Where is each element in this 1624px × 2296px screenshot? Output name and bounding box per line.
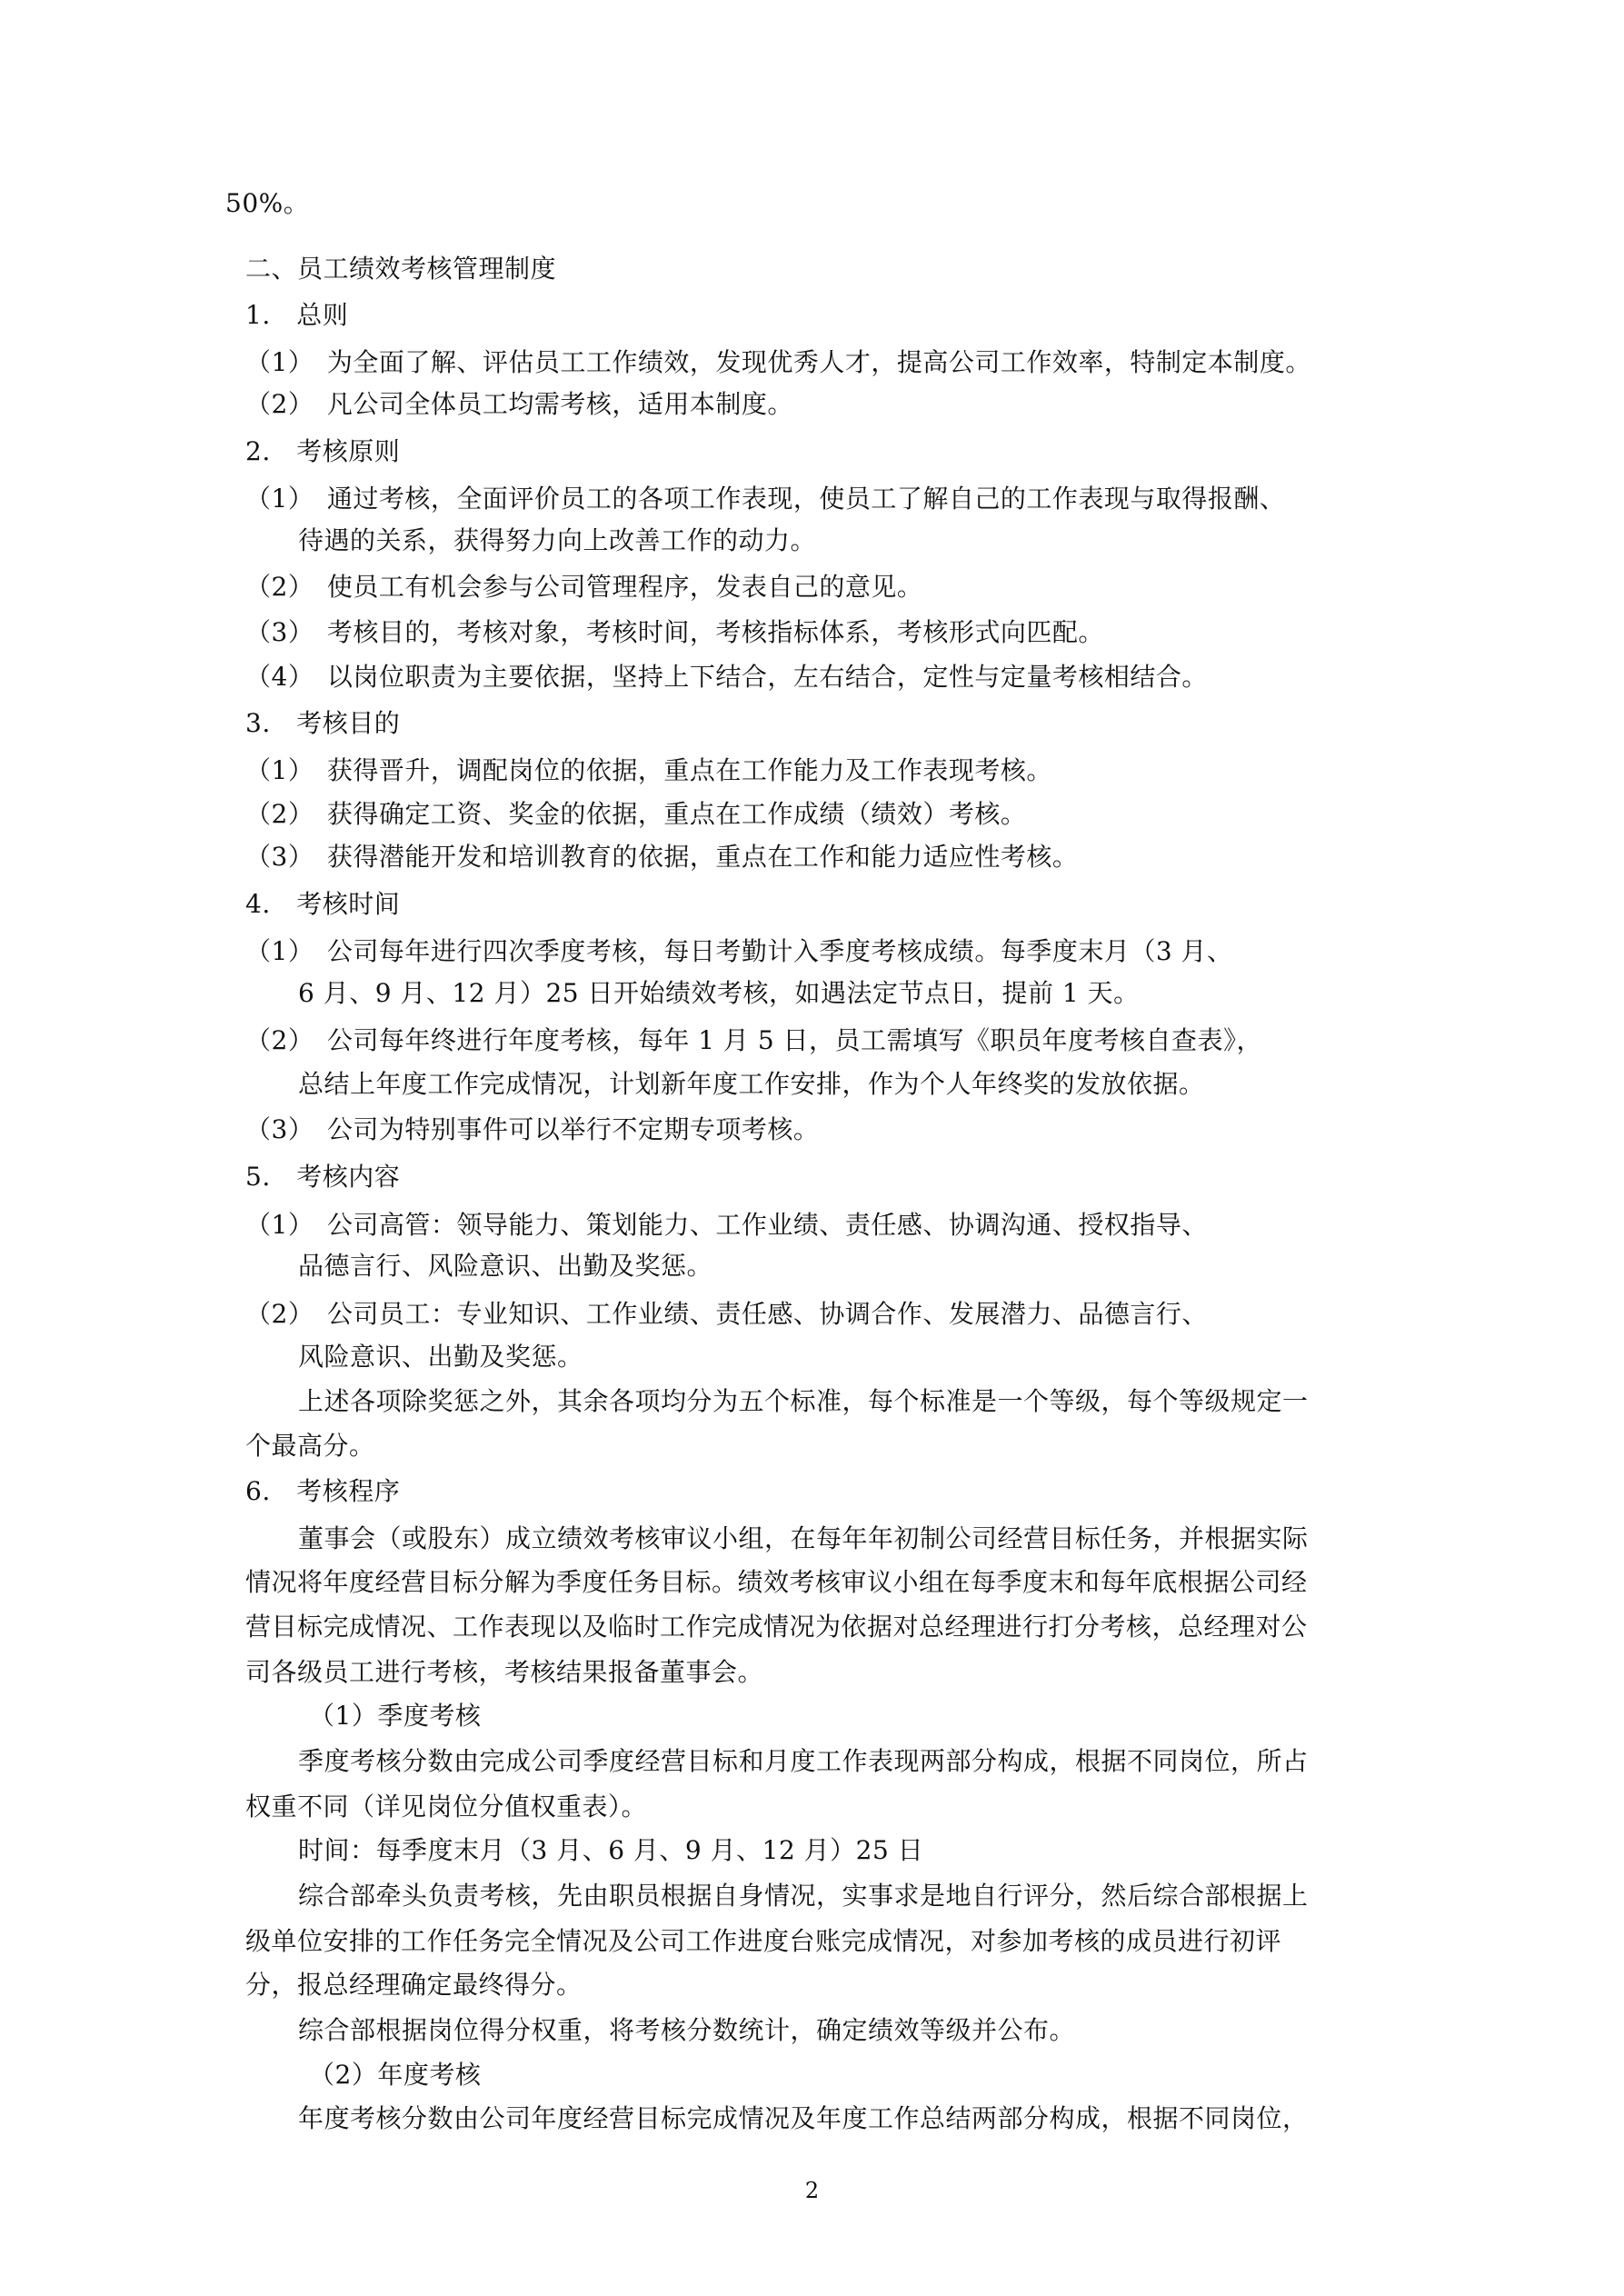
list-item: （1） 为全面了解、评估员工工作绩效，发现优秀人才，提高公司工作效率，特制定本制度。 [245,347,1311,377]
list-item: （2） 凡公司全体员工均需考核，适用本制度。 [245,389,793,419]
subsection-heading: 4. 考核时间 [245,889,401,919]
list-item: （1） 通过考核，全面评价员工的各项工作表现，使员工了解自己的工作表现与取得报酬、 [245,484,1286,514]
paragraph-line: 董事会（或股东）成立绩效考核审议小组，在每年年初制公司经营目标任务，并根据实际 [298,1523,1309,1553]
list-item: （4） 以岗位职责为主要依据，坚持上下结合，左右结合，定性与定量考核相结合。 [245,662,1208,692]
sub-heading: （2）年度考核 [309,2060,482,2090]
list-item: （2） 公司每年终进行年度考核，每年 1 月 5 日，员工需填写《职员年度考核自查表》， [245,1025,1263,1055]
list-item: （1） 获得晋升，调配岗位的依据，重点在工作能力及工作表现考核。 [245,755,1052,785]
paragraph-line: 级单位安排的工作任务完全情况及公司工作进度台账完成情况，对参加考核的成员进行初评 [245,1926,1282,1956]
list-item: （1） 公司高管：领导能力、策划能力、工作业绩、责任感、协调沟通、授权指导、 [245,1210,1208,1240]
subsection-heading: 3. 考核目的 [245,708,401,738]
list-item-continuation: 总结上年度工作完成情况，计划新年度工作安排，作为个人年终奖的发放依据。 [298,1069,1205,1099]
subsection-heading: 6. 考核程序 [245,1476,401,1506]
paragraph-line: 季度考核分数由完成公司季度经营目标和月度工作表现两部分构成，根据不同岗位，所占 [298,1746,1309,1776]
list-item: （1） 公司每年进行四次季度考核，每日考勤计入季度考核成绩。每季度末月（3 月、 [245,936,1233,966]
paragraph-line: 营目标完成情况、工作表现以及临时工作完成情况为依据对总经理进行打分考核，总经理对公 [245,1612,1308,1642]
paragraph-line: 年度考核分数由公司年度经营目标完成情况及年度工作总结两部分构成，根据不同岗位， [298,2103,1309,2133]
list-item-continuation: 6 月、9 月、12 月）25 日开始绩效考核，如遇法定节点日，提前 1 天。 [298,978,1140,1008]
subsection-heading: 5. 考核内容 [245,1162,401,1192]
list-item: （2） 获得确定工资、奖金的依据，重点在工作成绩（绩效）考核。 [245,799,1027,829]
subsection-heading: 1. 总则 [245,300,349,330]
paragraph-line: 综合部牵头负责考核，先由职员根据自身情况，实事求是地自行评分，然后综合部根据上 [298,1881,1309,1911]
list-item-continuation: 品德言行、风险意识、出勤及奖惩。 [298,1251,713,1281]
section-heading: 二、员工绩效考核管理制度 [245,254,557,284]
list-item: （3） 考核目的，考核对象，考核时间，考核指标体系，考核形式向匹配。 [245,617,1104,647]
paragraph-line: 司各级员工进行考核，考核结果报备董事会。 [245,1657,764,1687]
page-number: 2 [804,2178,820,2203]
list-item-continuation: 风险意识、出勤及奖惩。 [298,1342,583,1372]
paragraph-line: 综合部根据岗位得分权重，将考核分数统计，确定绩效等级并公布。 [298,2015,1076,2045]
paragraph-line: 分，报总经理确定最终得分。 [245,1970,583,2000]
list-item: （3） 公司为特别事件可以举行不定期专项考核。 [245,1114,820,1144]
list-item: （2） 公司员工：专业知识、工作业绩、责任感、协调合作、发展潜力、品德言行、 [245,1299,1208,1329]
text-line: 50%。 [225,188,310,218]
paragraph-line: 上述各项除奖惩之外，其余各项均分为五个标准，每个标准是一个等级，每个等级规定一 [298,1386,1309,1416]
list-item: （2） 使员工有机会参与公司管理程序，发表自己的意见。 [245,572,923,602]
paragraph-line: 个最高分。 [245,1431,375,1461]
subsection-heading: 2. 考核原则 [245,436,401,466]
paragraph-line: 时间：每季度末月（3 月、6 月、9 月、12 月）25 日 [298,1835,924,1865]
list-item: （3） 获得潜能开发和培训教育的依据，重点在工作和能力适应性考核。 [245,842,1079,872]
paragraph-line: 情况将年度经营目标分解为季度任务目标。绩效考核审议小组在每季度末和每年底根据公司经 [245,1567,1308,1597]
sub-heading: （1）季度考核 [309,1701,482,1731]
list-item-continuation: 待遇的关系，获得努力向上改善工作的动力。 [298,525,817,555]
paragraph-line: 权重不同（详见岗位分值权重表）。 [245,1792,648,1822]
